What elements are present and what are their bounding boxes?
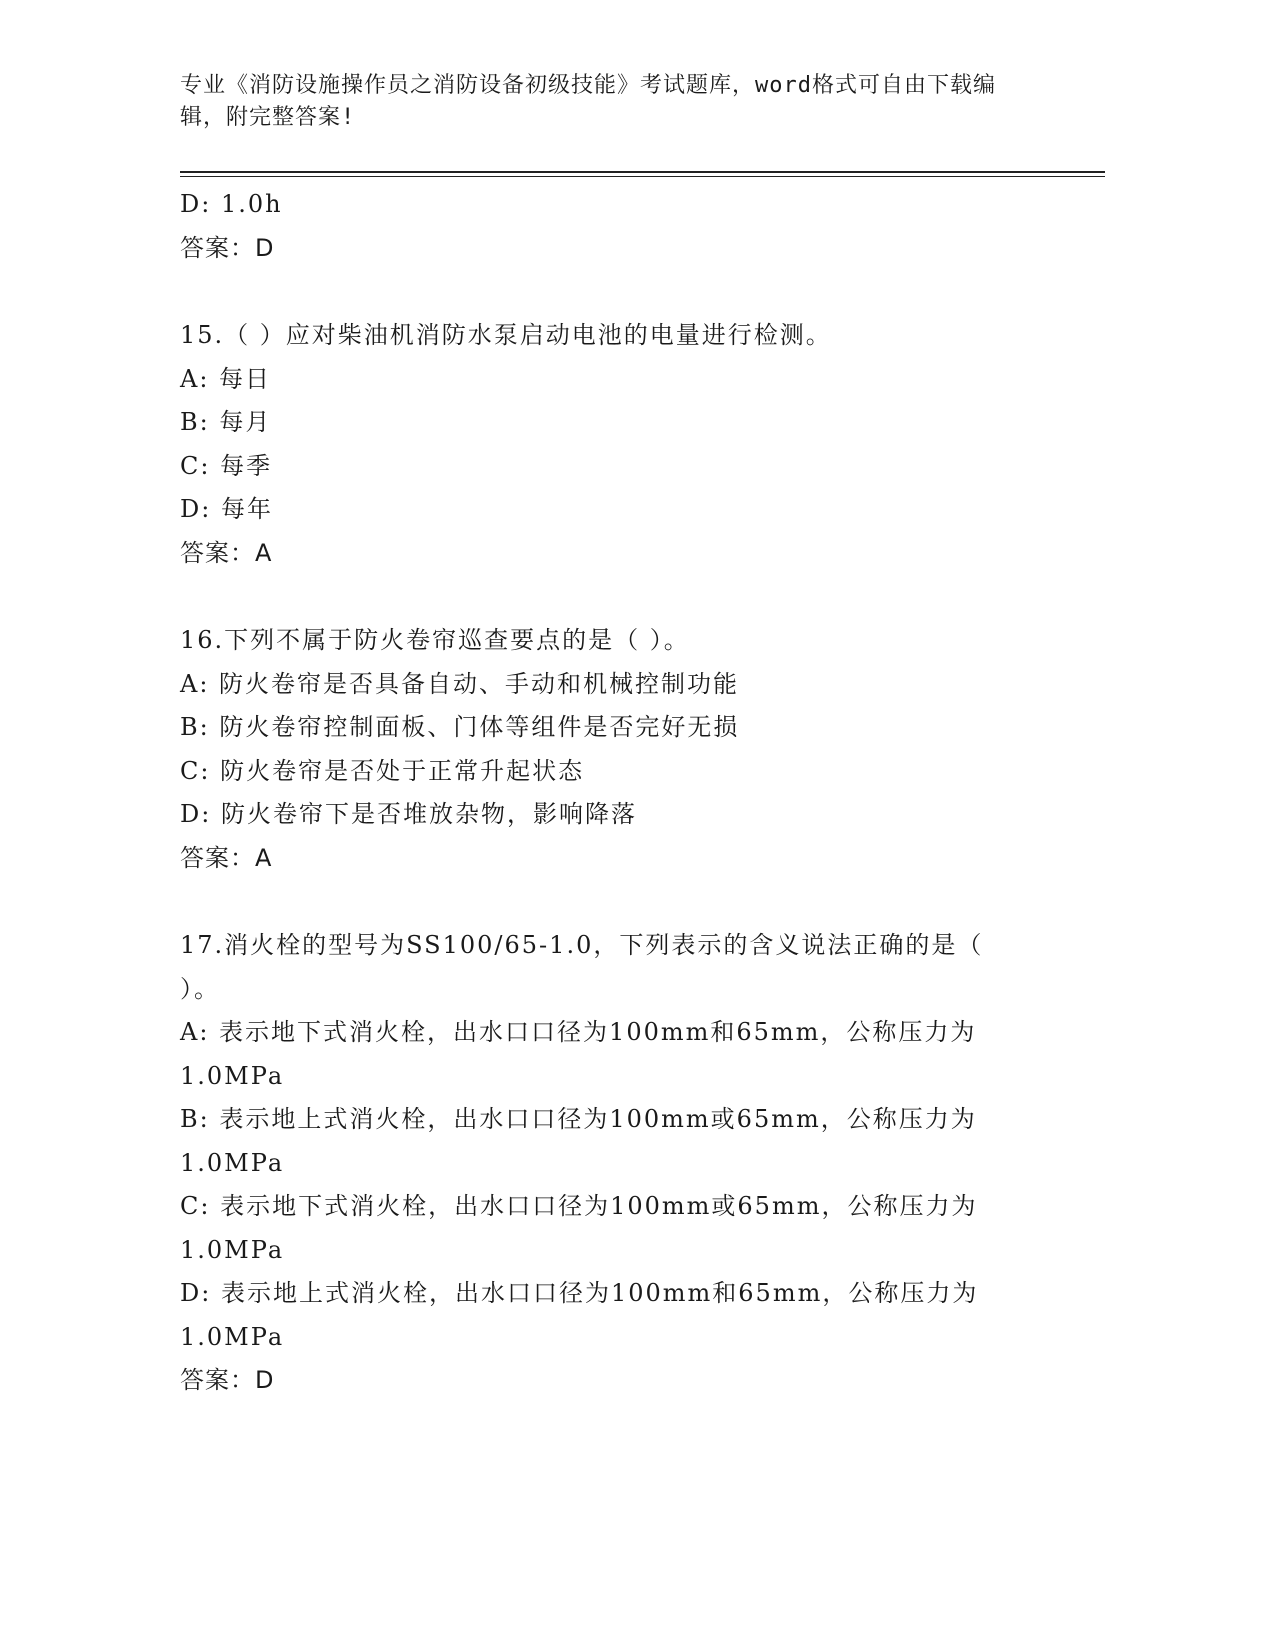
question-17	[180, 924, 1060, 1403]
option-b-line-2: 1.0MPa	[180, 1148, 285, 1177]
option-a: A: 防火卷帘是否具备自动、手动和机械控制功能	[180, 669, 740, 698]
question-stem-line-1: 17.消火栓的型号为SS100/65-1.0，下列表示的含义说法正确的是（	[180, 931, 984, 959]
option-c: C: 防火卷帘是否处于正常升起状态	[180, 756, 585, 785]
question-content	[180, 183, 1060, 1403]
option-b: B: 防火卷帘控制面板、门体等组件是否完好无损	[180, 713, 740, 741]
answer: 答案：A	[180, 538, 273, 567]
option-c: C: 每季	[180, 451, 273, 480]
answer: 答案：D	[180, 233, 275, 262]
option-d: D: 1.0h	[180, 190, 283, 218]
question-stem: 15.（ ）应对柴油机消防水泵启动电池的电量进行检测。	[180, 321, 832, 349]
header-rule-thick	[180, 171, 1105, 173]
option-a: A: 每日	[180, 364, 272, 393]
option-d-line-1: D: 表示地上式消火栓，出水口口径为100mm和65mm，公称压力为	[180, 1279, 979, 1307]
question-stem-line-2: ）。	[180, 974, 220, 1003]
question-16	[180, 619, 1060, 880]
header-line-2: 辑，附完整答案!	[180, 105, 356, 130]
option-d: D: 防火卷帘下是否堆放杂物，影响降落	[180, 800, 637, 828]
header-rule-thin	[180, 176, 1105, 177]
answer: 答案：D	[180, 1366, 275, 1394]
question-15	[180, 314, 1060, 575]
option-b: B: 每月	[180, 408, 272, 436]
option-b-line-1: B: 表示地上式消火栓，出水口口径为100mm或65mm，公称压力为	[180, 1105, 977, 1133]
document-header	[180, 70, 1040, 134]
question-stem: 16.下列不属于防火卷帘巡查要点的是（ ）。	[180, 626, 690, 654]
option-c-line-2: 1.0MPa	[180, 1235, 285, 1264]
option-d-line-2: 1.0MPa	[180, 1322, 285, 1351]
previous-question-tail	[180, 183, 1060, 270]
answer: 答案：A	[180, 843, 273, 872]
option-a-line-2: 1.0MPa	[180, 1061, 285, 1090]
option-a-line-1: A: 表示地下式消火栓，出水口口径为100mm和65mm，公称压力为	[180, 1018, 977, 1046]
option-d: D: 每年	[180, 495, 273, 523]
header-line-1: 专业《消防设施操作员之消防设备初级技能》考试题库，word格式可自由下载编	[180, 73, 996, 98]
option-c-line-1: C: 表示地下式消火栓，出水口口径为100mm或65mm，公称压力为	[180, 1192, 978, 1220]
